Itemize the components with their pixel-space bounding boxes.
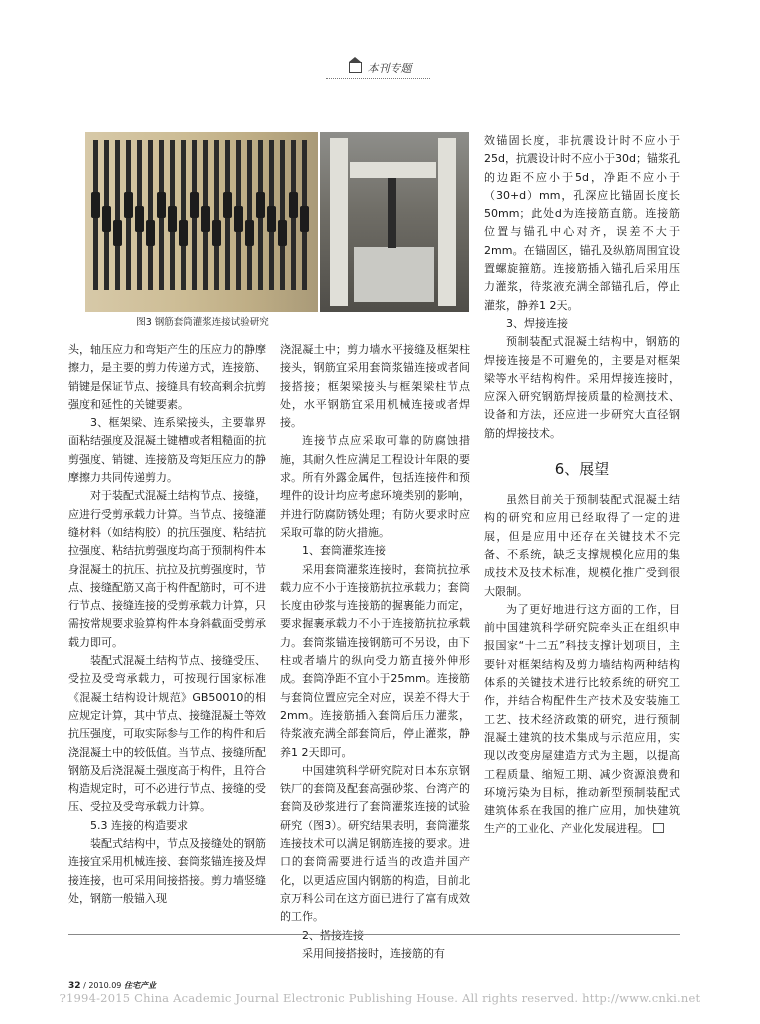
paragraph: 装配式混凝土结构节点、接缝受压、受拉及受弯承载力，可按现行国家标准《混凝土结构设计规范》GB50010的相应规定计算，其中节点、接缝混凝土等效抗压强度，可取实际参与工作的构件和后浇混凝土中的较低值。当节点、接缝所配钢筋及后浇混凝土强度高于构件，且符合构造规定时，可不必进行节点、接缝的受压、受拉及受弯承载力计算。: [68, 654, 266, 814]
grout-sleeve: [267, 206, 276, 232]
grout-sleeve: [124, 192, 133, 218]
rebar-specimen: [148, 140, 153, 290]
paragraph: 效锚固长度，非抗震设计时不应小于25d，抗震设计时不应小于30d；锚浆孔的边距不应小于5d，净距不应小于（30+d）mm，孔深应比锚固长度长50mm；此处d为连接筋直筋。连接筋位置与锚孔中心对齐，误差不大于2mm。在锚固区，锚孔及纵筋周围宜设置螺旋箍筋。连接筋插入锚孔后采用压力灌浆，待浆液充满全部锚孔后，停止灌浆，静养1 2天。: [484, 134, 680, 312]
paragraph: 头，轴压应力和弯矩产生的压应力的静摩擦力，是主要的剪力传递方式，连接筋、销键是保证节点、接缝具有较高剩余抗剪强度和延性的关键要素。: [68, 343, 266, 411]
end-of-article-icon: [653, 823, 664, 833]
header-rule: [326, 78, 430, 79]
grout-sleeve: [223, 192, 232, 218]
paragraph: 浇混凝土中；剪力墙水平接缝及框架柱接头，钢筋宜采用套筒浆锚连接或者间接搭接；框架梁接头与框架梁柱节点处，水平钢筋宜采用机械连接或者焊接。: [280, 343, 470, 430]
figure-photo-rebar-samples: [85, 132, 318, 312]
running-header: [0, 60, 760, 76]
figure-caption: 图3 钢筋套筒灌浆连接试验研究: [136, 317, 269, 328]
rebar-specimen: [181, 140, 186, 290]
grout-sleeve: [278, 220, 287, 246]
paragraph: 采用套筒灌浆连接时，套筒抗拉承载力应不小于连接筋抗拉承载力；套筒长度由砂浆与连接筋的握裹能力而定，要求握裹承载力不小于连接筋抗拉承载力。套筒浆锚连接钢筋可不另设，由下柱或者墙片的纵向受力筋直接外伸形成。套筒净距不宜小于25mm。连接筋与套筒位置应完全对应，误差不得大于2mm。连接筋插入套筒后压力灌浆，待浆液充满全部套筒后，停止灌浆，静养1 2天即可。: [280, 562, 470, 759]
grout-sleeve: [234, 206, 243, 232]
paragraph: 连接节点应采取可靠的防腐蚀措施，其耐久性应满足工程设计年限的要求。所有外露金属件，包括连接件和预埋件的设计均应考虑环境类别的影响，并进行防腐防锈处理；有防火要求时应采取可靠的防火措施。: [280, 434, 470, 539]
grout-sleeve: [102, 206, 111, 232]
grout-sleeve: [289, 192, 298, 218]
grout-sleeve: [113, 220, 122, 246]
section-title: 本刊专题: [367, 62, 412, 75]
paragraph: 1、套筒灌浆连接: [302, 544, 386, 558]
specimen: [388, 178, 396, 248]
grout-sleeve: [300, 206, 309, 232]
text-column-1: [68, 341, 266, 908]
section-heading: 6、展望: [554, 460, 610, 479]
machine-column: [330, 138, 348, 306]
paragraph: 虽然目前关于预制装配式混凝土结构的研究和应用已经取得了一定的进展，但是应用中还存在关键技术不完备、不系统，缺乏支撑规模化应用的集成技术及技术标准，规模化推广受到很大限制。: [484, 493, 680, 598]
rebar-specimen: [115, 140, 120, 290]
paragraph: 2、搭接连接: [302, 928, 364, 942]
text-column-3: [484, 132, 680, 839]
paragraph: 预制装配式混凝土结构中，钢筋的焊接连接是不可避免的，主要是对框架梁等水平结构构件。采用焊接连接时，应深入研究钢筋焊接质量的检测技术、设备和方法，还应进一步研究大直径钢筋的焊接技术。: [484, 335, 680, 440]
rebar-specimen: [214, 140, 219, 290]
paragraph: 采用间接搭接时，连接筋的有: [302, 946, 445, 960]
rebar-specimen: [247, 140, 252, 290]
footer-rule: [68, 934, 680, 935]
rebar-specimen: [280, 140, 285, 290]
paragraph: 中国建筑科学研究院对日本东京钢铁厂的套筒及配套高强砂浆、台湾产的套筒及砂浆进行了套筒灌浆连接的试验研究（图3）。研究结果表明，套筒灌浆连接技术可以满足钢筋连接的要求。进口的套筒需要进行适当的改造并国产化，以更适应国内钢筋的构造，目前北京万科公司在这方面已进行了富有成效的工作。: [280, 763, 470, 924]
paragraph: 装配式结构中，节点及接缝处的钢筋连接宜采用机械连接、套筒浆锚连接及焊接连接，也可采用间接搭接。剪力墙竖缝处，钢筋一般锚入现: [68, 837, 266, 905]
text-column-2: [280, 341, 470, 963]
grout-sleeve: [91, 192, 100, 218]
copyright-notice: ?1994-2015 China Academic Journal Electronic Publishing House. All rights reserved. http://www.cnki.net: [59, 991, 701, 1005]
journal-name: 住宅产业: [123, 981, 156, 990]
figure-photo-testing-machine: [320, 132, 469, 312]
paragraph: 3、框架梁、连系梁接头，主要靠界面粘结强度及混凝土键槽或者粗糙面的抗剪强度、销键、连接筋及弯矩压应力的静摩擦力共同传递剪力。: [68, 416, 266, 485]
grout-sleeve: [190, 192, 199, 218]
grout-sleeve: [168, 206, 177, 232]
grout-sleeve: [179, 220, 188, 246]
paragraph: 3、焊接连接: [506, 316, 568, 330]
machine-crosshead: [350, 162, 436, 178]
grout-sleeve: [245, 220, 254, 246]
machine-column: [438, 138, 456, 306]
home-icon: [349, 62, 362, 73]
grout-sleeve: [135, 206, 144, 232]
grout-sleeve: [256, 192, 265, 218]
grout-sleeve: [146, 220, 155, 246]
issue-date: / 2010.09: [83, 981, 122, 990]
page-footer: [68, 980, 156, 991]
grout-sleeve: [157, 192, 166, 218]
paragraph: 为了更好地进行这方面的工作，目前中国建筑科学研究院牵头正在组织申报国家“十二五”科技支撑计划项目，主要针对框架结构及剪力墙结构两种结构体系的关键技术进行比较系统的研究工作，并结合构配件生产技术及安装施工工艺、技术经济政策的研究，进行预制混凝土建筑的技术集成与示范应用，实现以改变房屋建造方式为主题，以提高工程质量、缩短工期、减少资源浪费和环境污染为目标，推动新型预制装配式建筑体系在我国的推广应用，加快建筑生产的工业化、产业化发展进程。: [484, 602, 680, 836]
grout-sleeve: [201, 206, 210, 232]
paragraph: 5.3 连接的构造要求: [90, 818, 188, 832]
page-number: 32: [68, 981, 81, 991]
grout-sleeve: [212, 220, 221, 246]
paragraph: 对于装配式混凝土结构节点、接缝，应进行受剪承载力计算。当节点、接缝灌缝材料（如结构胶）的抗压强度、粘结抗拉强度、粘结抗剪强度均高于预制构件本身混凝土的抗压、抗拉及抗剪强度时，节点、接缝配筋又高于构件配筋时，可不进行节点、接缝连接的受剪承载力计算，只需按常规要求验算构件本身斜截面受剪承载力即可。: [68, 489, 266, 649]
machine-base: [354, 247, 434, 302]
